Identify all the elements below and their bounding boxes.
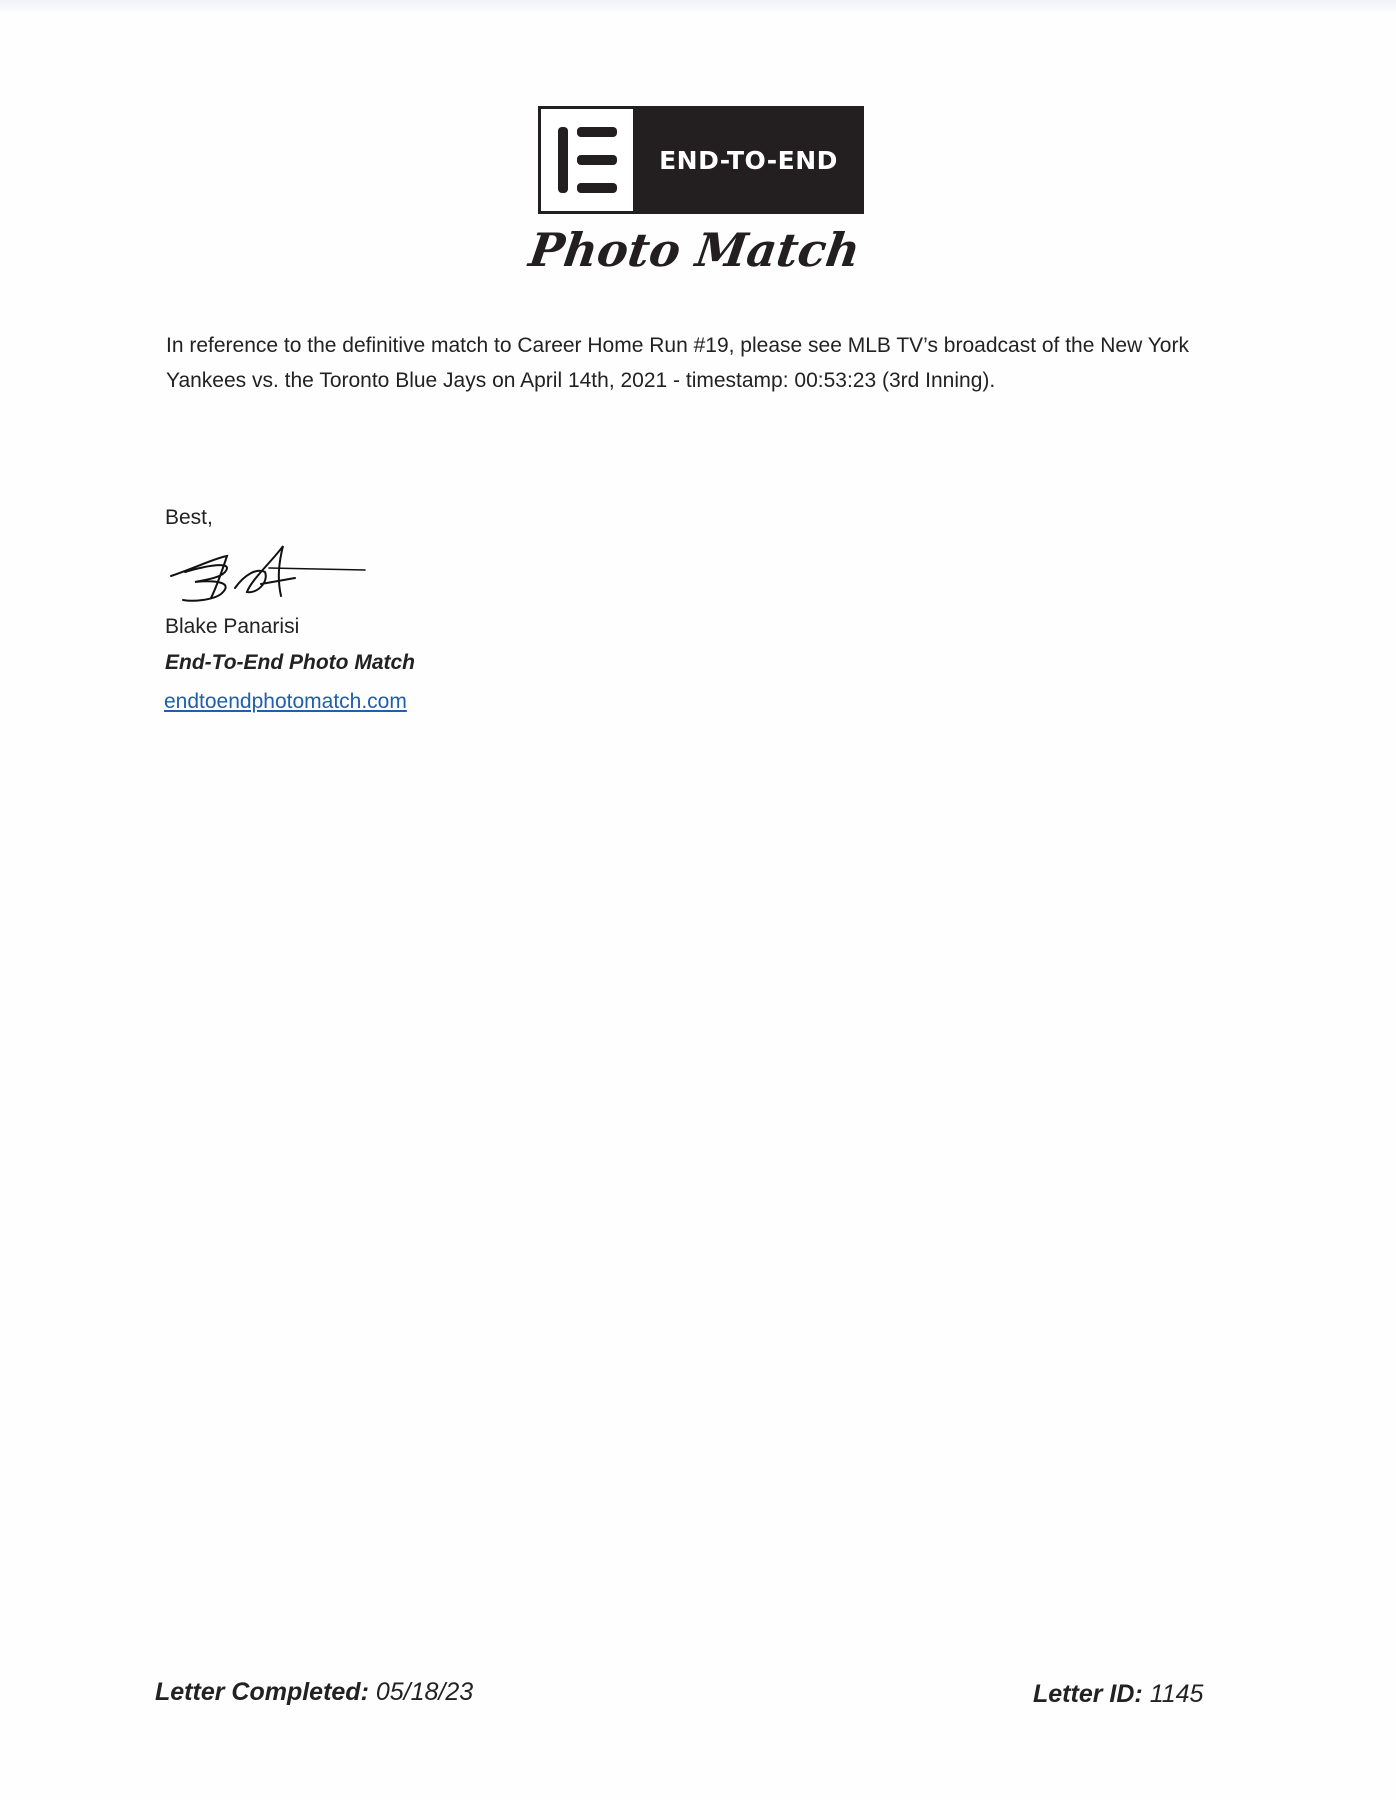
letter-body: In reference to the definitive match to Career Home Run #19, please see MLB TV’s broadcast of the New York Yankees vs. the Toronto Blue Jays on April 14th, 2021 - timestamp: 00:53:23 (3rd Inning). (166, 334, 1189, 392)
letter-completed-value: 05/18/23 (375, 1678, 474, 1706)
signature-image (165, 538, 375, 608)
logo-script-text (520, 212, 880, 290)
website-link[interactable]: endtoendphotomatch.com (164, 690, 407, 713)
letter-id-label: Letter ID: (1033, 1680, 1143, 1708)
letter-completed (155, 1678, 473, 1707)
e-logo-icon (541, 109, 633, 211)
svg-text:Photo Match: Photo Match (525, 223, 864, 277)
letter-closing: Best, (165, 506, 213, 529)
scan-edge (0, 0, 1396, 14)
letter-id (1033, 1680, 1203, 1709)
letter-completed-label: Letter Completed: (155, 1678, 369, 1706)
letter-id-value: 1145 (1149, 1680, 1204, 1708)
signer-name: Blake Panarisi (165, 615, 300, 638)
company-logo (538, 106, 864, 214)
signer-company: End-To-End Photo Match (165, 651, 416, 674)
logo-brand-text: END-TO-END (659, 145, 838, 175)
